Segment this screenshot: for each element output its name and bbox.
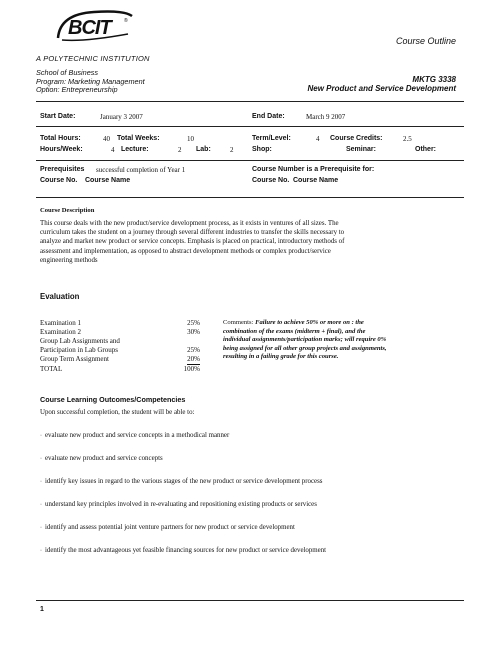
comments-line: being assigned for all other group projects and assignments, bbox=[223, 344, 387, 352]
outcome-item bbox=[40, 501, 470, 524]
bcit-logo bbox=[54, 8, 136, 44]
divider bbox=[36, 160, 464, 161]
evaluation-row bbox=[40, 346, 200, 355]
hours-week-label: Hours/Week: bbox=[40, 146, 83, 153]
outcome-text: understand key principles involved in re-evaluating and repositioning existing products or services bbox=[45, 501, 317, 508]
course-credits-value: 2.5 bbox=[403, 135, 412, 143]
logo-text: BCIT bbox=[68, 17, 111, 39]
comments-line: resulting in a failing grade for this course. bbox=[223, 353, 339, 361]
document-type: Course Outline bbox=[395, 36, 456, 46]
outcome-text: identify key issues in regard to the various stages of the new product or service development process bbox=[45, 478, 323, 485]
end-date-label: End Date: bbox=[252, 113, 285, 120]
description-heading: Course Description bbox=[40, 207, 95, 214]
outcomes-list bbox=[40, 432, 470, 570]
evaluation-item: Participation in Lab Groups bbox=[40, 346, 118, 354]
evaluation-item: Examination 1 bbox=[40, 319, 82, 327]
description-line: assessment and implementation, as opposed to abstract development methods or complex product/service bbox=[40, 247, 331, 255]
total-weeks-label: Total Weeks: bbox=[117, 135, 160, 142]
evaluation-weight: 25% bbox=[187, 319, 200, 327]
comments-line: Failure to achieve 50% or more on : the bbox=[255, 319, 364, 326]
bullet-icon: · bbox=[40, 502, 45, 508]
evaluation-total-value: 100% bbox=[183, 365, 200, 373]
prerequisites-label: Prerequisites bbox=[40, 166, 85, 173]
evaluation-heading: Evaluation bbox=[40, 292, 80, 301]
description-line: curriculum takes the student on a journey through several different industries to transfer the skills necessary to bbox=[40, 229, 345, 237]
evaluation-total-label: TOTAL bbox=[40, 365, 63, 373]
term-level-label: Term/Level: bbox=[252, 135, 291, 142]
course-title: New Product and Service Development bbox=[307, 84, 456, 93]
description-line: analyze and market new product or service concepts. Emphasis is placed on practical, introductory methods of bbox=[40, 238, 345, 246]
shop-label: Shop: bbox=[252, 146, 272, 153]
end-date-value: March 9 2007 bbox=[306, 113, 346, 121]
divider bbox=[36, 126, 464, 127]
start-date-value: January 3 2007 bbox=[100, 113, 143, 121]
program-name: Program: Marketing Management bbox=[36, 76, 145, 86]
outcomes-heading: Course Learning Outcomes/Competencies bbox=[40, 395, 186, 404]
is-prereq-label: Course Number is a Prerequisite for: bbox=[252, 166, 375, 173]
comments-line: individual assignments/participation marks; will require 0% bbox=[223, 336, 387, 344]
school-name: School of Business bbox=[36, 68, 99, 77]
lecture-label: Lecture: bbox=[121, 146, 149, 153]
evaluation-comments bbox=[223, 319, 473, 362]
lab-value: 2 bbox=[230, 146, 234, 154]
lab-label: Lab: bbox=[196, 146, 211, 153]
outcome-item bbox=[40, 524, 470, 547]
is-prereq-course-no-label: Course No. bbox=[252, 177, 290, 184]
term-level-value: 4 bbox=[316, 135, 320, 143]
is-prereq-course-name-label: Course Name bbox=[293, 177, 339, 184]
description-line: engineering methods bbox=[40, 256, 98, 264]
description-line: This course deals with the new product/service development process, as it exists in ventures of all sizes. The bbox=[40, 220, 339, 227]
outcome-item bbox=[40, 547, 470, 570]
total-hours-label: Total Hours: bbox=[40, 135, 81, 142]
evaluation-row bbox=[40, 328, 200, 337]
evaluation-row bbox=[40, 355, 200, 365]
prereq-course-name-label: Course Name bbox=[85, 177, 131, 184]
outcome-item bbox=[40, 455, 470, 478]
start-date-label: Start Date: bbox=[40, 113, 76, 120]
evaluation-row bbox=[40, 319, 200, 328]
other-label: Other: bbox=[415, 146, 436, 153]
outcome-item bbox=[40, 478, 470, 501]
hours-week-value: 4 bbox=[111, 146, 115, 154]
outcome-text: evaluate new product and service concepts in a methodical manner bbox=[45, 432, 230, 439]
outcome-text: evaluate new product and service concepts bbox=[45, 455, 163, 462]
bullet-icon: · bbox=[40, 525, 45, 531]
evaluation-item: Group Term Assignment bbox=[40, 355, 109, 363]
evaluation-row bbox=[40, 337, 200, 346]
evaluation-weight: 20% bbox=[187, 355, 200, 363]
seminar-label: Seminar: bbox=[346, 146, 376, 153]
comments-line: combination of the exams (midterm + final), and the bbox=[223, 327, 366, 335]
evaluation-total-row bbox=[40, 365, 200, 374]
page-number: 1 bbox=[40, 606, 44, 613]
outcome-item bbox=[40, 432, 470, 455]
evaluation-item: Group Lab Assignments and bbox=[40, 337, 120, 345]
evaluation-weight: 25% bbox=[187, 346, 200, 354]
bullet-icon: · bbox=[40, 456, 45, 462]
svg-text:®: ® bbox=[124, 18, 128, 24]
course-credits-label: Course Credits: bbox=[330, 135, 383, 142]
footer-divider bbox=[36, 600, 464, 601]
prereq-course-no-label: Course No. bbox=[40, 177, 78, 184]
evaluation-item: Examination 2 bbox=[40, 328, 82, 336]
course-description bbox=[40, 219, 470, 265]
course-heading bbox=[308, 75, 457, 93]
option-name: Option: Entrepreneurship bbox=[36, 85, 118, 95]
comments-label: Comments: bbox=[223, 319, 254, 326]
divider bbox=[36, 101, 464, 102]
outcome-text: identify and assess potential joint venture partners for new product or service development bbox=[45, 524, 295, 531]
evaluation-table bbox=[40, 319, 200, 374]
evaluation-weight: 30% bbox=[187, 328, 200, 336]
course-code: MKTG 3338 bbox=[412, 75, 456, 84]
lecture-value: 2 bbox=[178, 146, 182, 154]
prerequisites-value: successful completion of Year 1 bbox=[96, 166, 186, 174]
total-weeks-value: 10 bbox=[187, 135, 194, 143]
total-hours-value: 40 bbox=[103, 135, 110, 143]
bullet-icon: · bbox=[40, 433, 45, 439]
institution-tagline: A POLYTECHNIC INSTITUTION bbox=[36, 54, 150, 63]
bullet-icon: · bbox=[40, 548, 45, 554]
program-info bbox=[36, 69, 145, 95]
outcome-text: identify the most advantageous yet feasible financing sources for new product or service development bbox=[45, 547, 327, 554]
divider bbox=[36, 197, 464, 198]
outcomes-intro: Upon successful completion, the student will be able to: bbox=[40, 409, 195, 416]
bullet-icon: · bbox=[40, 479, 45, 485]
